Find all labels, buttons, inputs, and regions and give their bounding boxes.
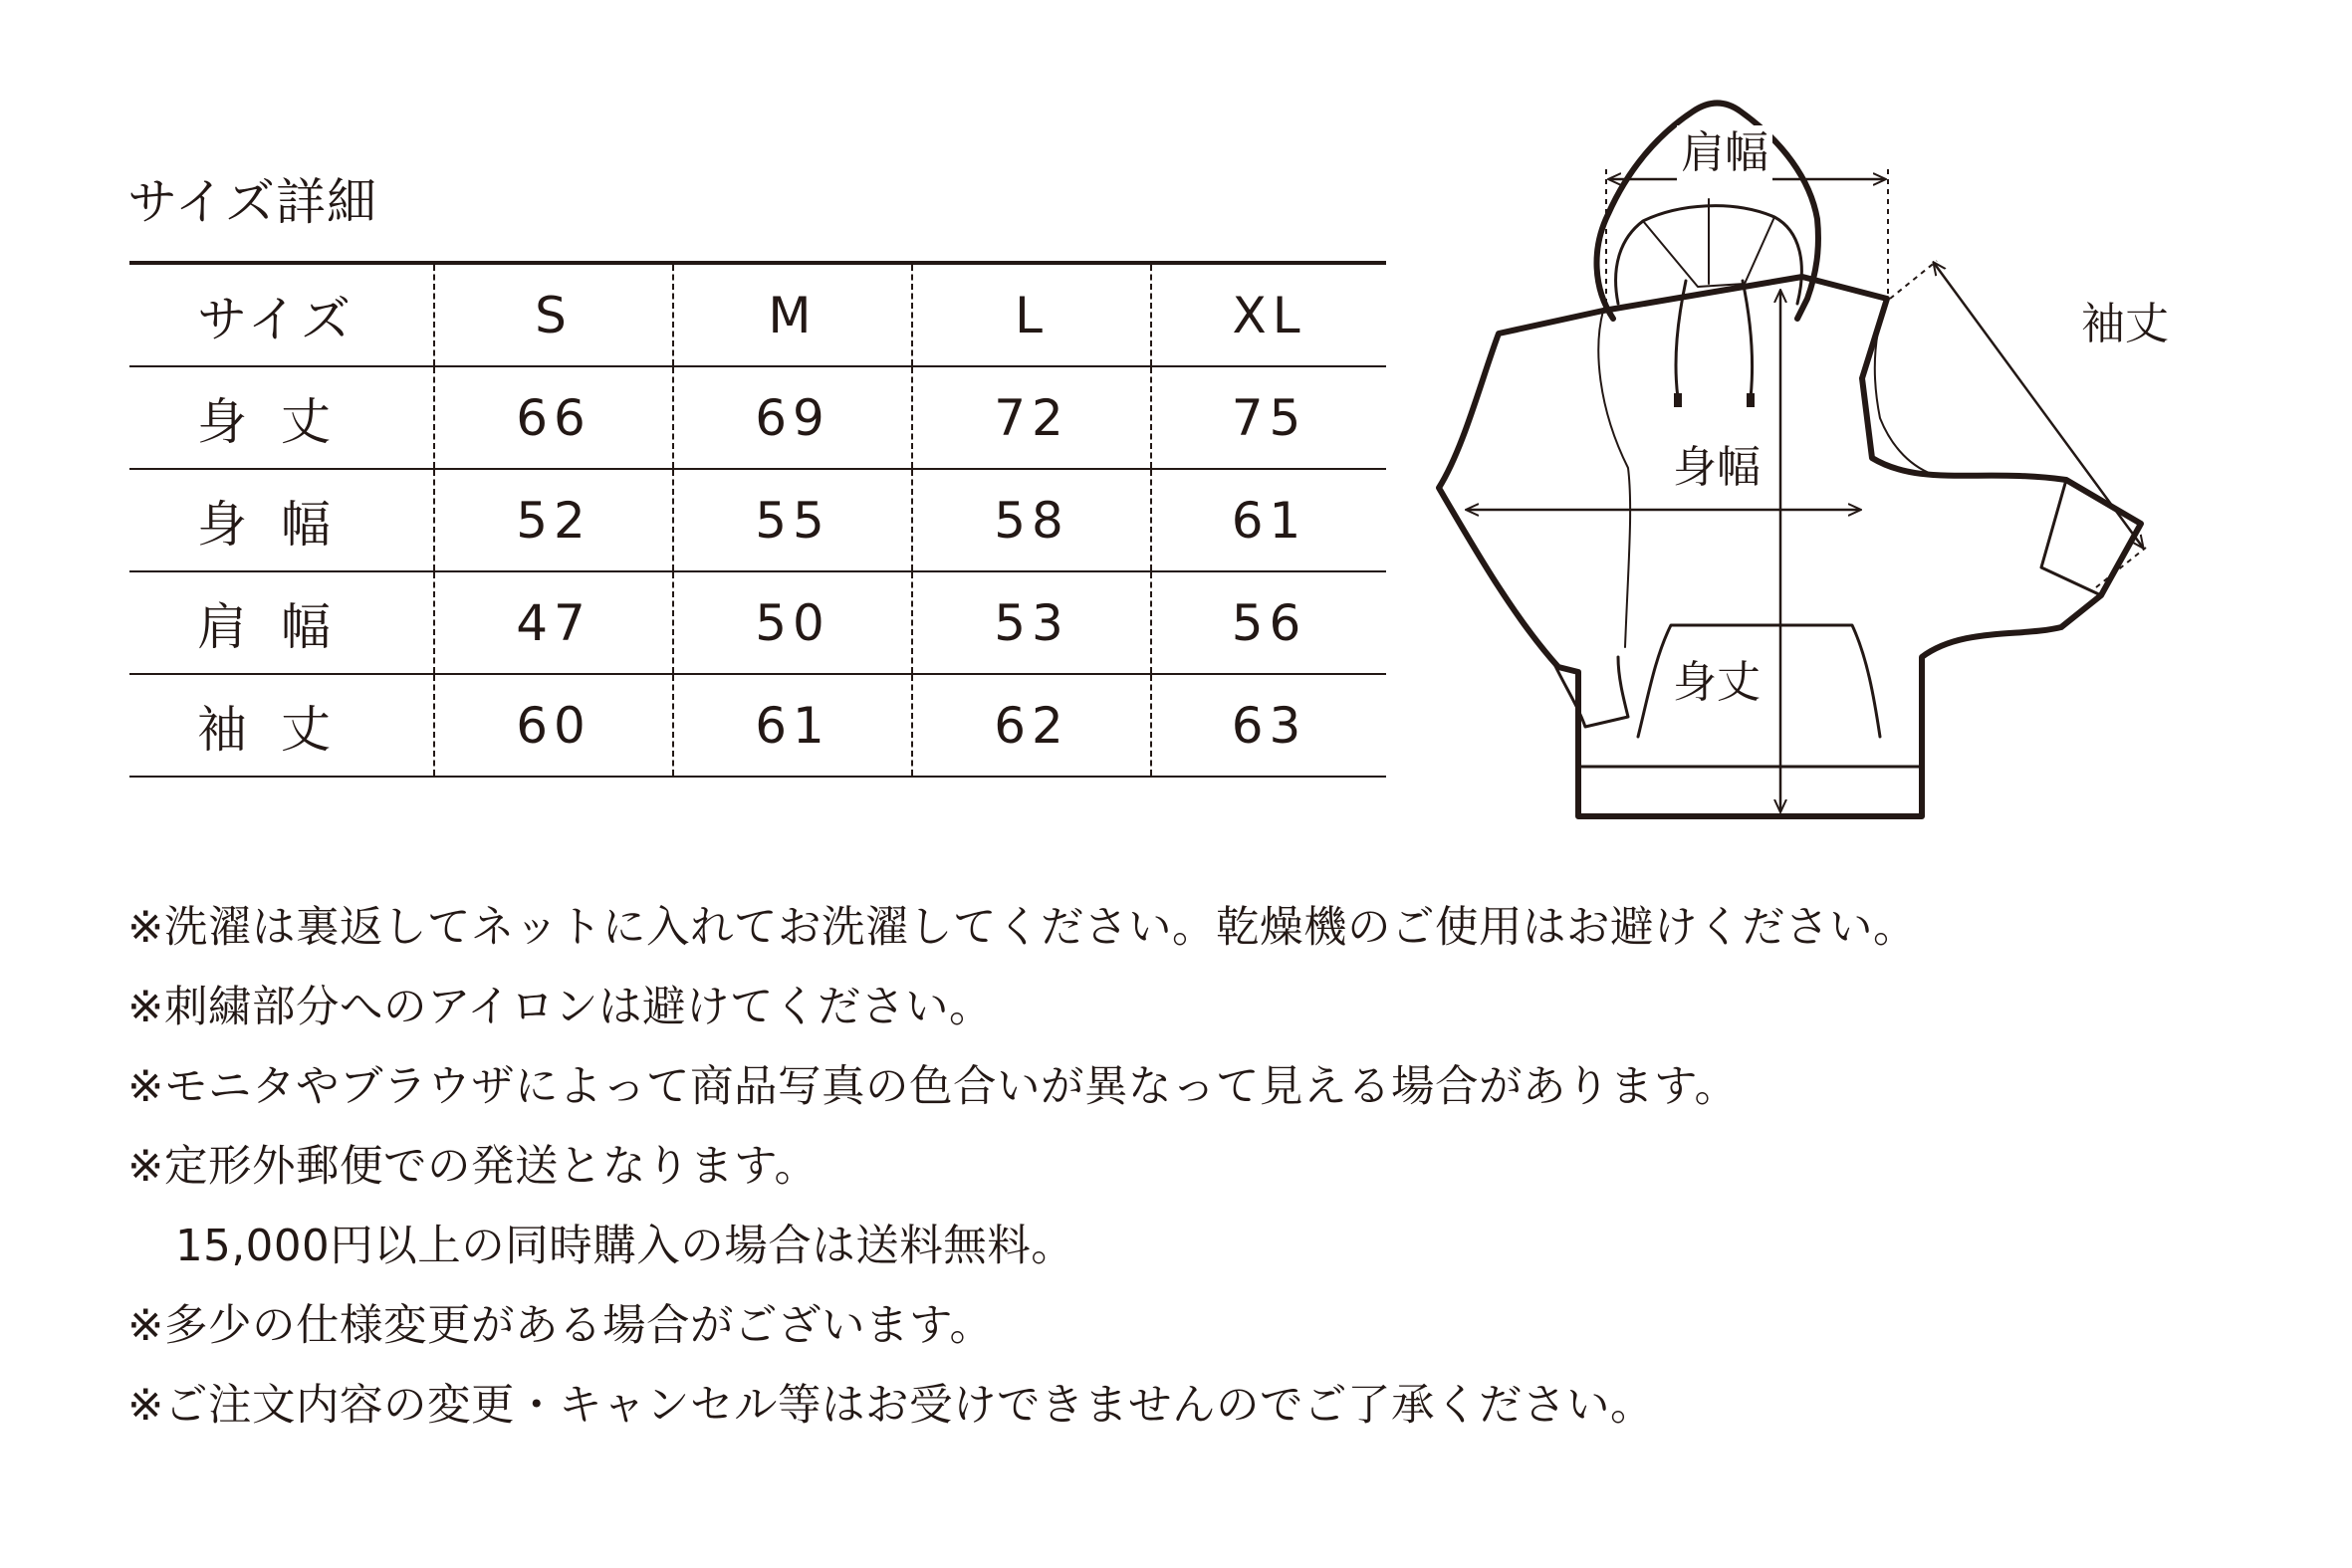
drawstring-right [1743, 281, 1753, 398]
table-cell: 75 [1151, 366, 1386, 469]
sleeve-length-label: 袖丈 [2081, 299, 2169, 349]
hoodie-diagram [1404, 50, 2320, 836]
right-armhole-seam [1875, 299, 1937, 476]
care-notes [127, 888, 1917, 1446]
table-row [129, 674, 1386, 777]
table-cell: 50 [673, 571, 912, 674]
size-header-cell: M [673, 263, 912, 366]
size-header-label: サイズ [129, 263, 434, 366]
table-row [129, 366, 1386, 469]
note-item: ※ご注文内容の変更・キャンセル等はお受けできませんのでご了承ください。 [127, 1381, 1654, 1431]
note-item: ※洗濯は裏返してネットに入れてお洗濯してください。乾燥機のご使用はお避けください。 [127, 903, 1917, 953]
drawstring-tip-right [1747, 393, 1755, 407]
table-cell: 61 [1151, 469, 1386, 571]
table-cell: 47 [434, 571, 673, 674]
row-label: 身幅 [129, 469, 434, 571]
note-item: ※定形外郵便での発送となります。 [127, 1142, 819, 1192]
table-cell: 63 [1151, 674, 1386, 777]
table-cell: 55 [673, 469, 912, 571]
sleeve-guide-top [1890, 261, 1937, 299]
drawstring-tip-left [1674, 393, 1682, 407]
size-header-row [129, 263, 1386, 366]
left-armhole-seam [1598, 311, 1630, 647]
row-label: 袖丈 [129, 674, 434, 777]
size-header-cell: L [912, 263, 1151, 366]
body-outline [1439, 277, 2141, 816]
note-item: ※モニタやブラウザによって商品写真の色合いが異なって見える場合があります。 [127, 1062, 1739, 1112]
size-table [129, 261, 1386, 778]
row-label: 身丈 [129, 366, 434, 469]
size-header-cell: S [434, 263, 673, 366]
note-item: ※刺繍部分へのアイロンは避けてください。 [127, 983, 994, 1032]
body-width-label: 身幅 [1673, 442, 1761, 493]
table-cell: 66 [434, 366, 673, 469]
table-cell: 56 [1151, 571, 1386, 674]
table-cell: 62 [912, 674, 1151, 777]
table-row [129, 469, 1386, 571]
size-header-cell: XL [1151, 263, 1386, 366]
table-cell: 53 [912, 571, 1151, 674]
shoulder-width-label: 肩幅 [1677, 125, 1772, 181]
section-title: サイズ詳細 [127, 173, 377, 231]
table-cell: 69 [673, 366, 912, 469]
body-length-label: 身丈 [1673, 657, 1761, 708]
note-item: ※多少の仕様変更がある場合がございます。 [127, 1301, 994, 1351]
table-cell: 58 [912, 469, 1151, 571]
table-cell: 61 [673, 674, 912, 777]
note-item: 15,000円以上の同時購入の場合は送料無料。 [175, 1222, 1075, 1271]
row-label: 肩幅 [129, 571, 434, 674]
table-cell: 52 [434, 469, 673, 571]
table-cell: 60 [434, 674, 673, 777]
table-cell: 72 [912, 366, 1151, 469]
hoodie-illustration [1404, 50, 2320, 836]
table-row [129, 571, 1386, 674]
